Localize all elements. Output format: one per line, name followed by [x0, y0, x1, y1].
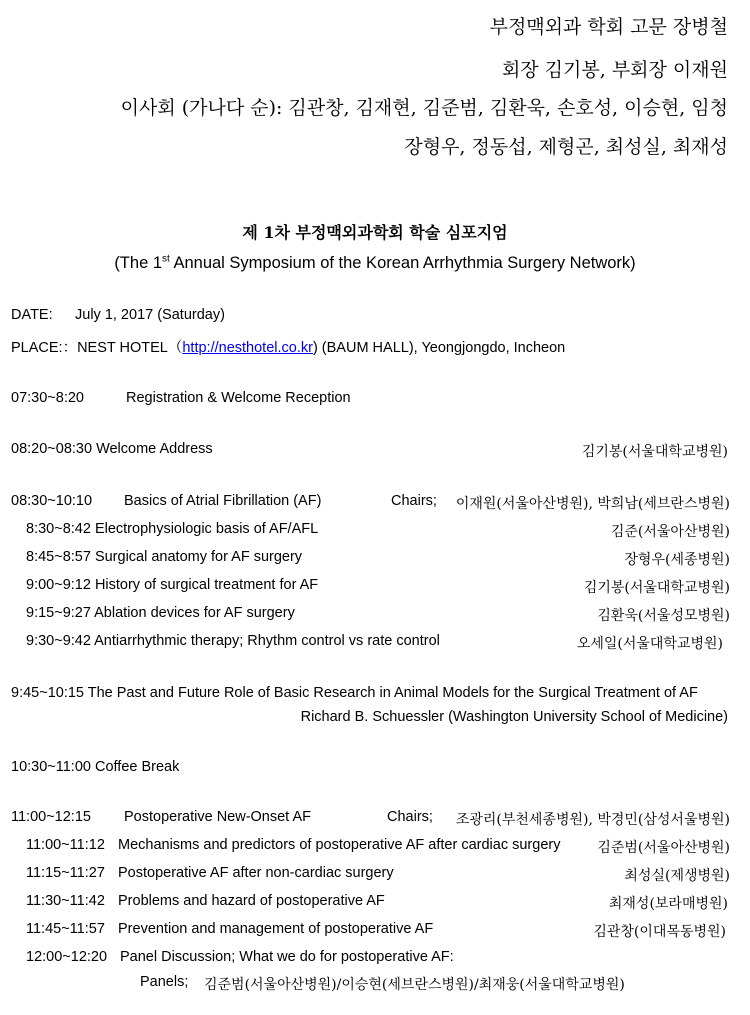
title-english-pre: (The 1: [114, 254, 162, 272]
session1-speaker-4: 김환욱(서울성모병원): [597, 608, 730, 624]
session1-chairs: 이재원(서울아산병원), 박희남(세브란스병원): [455, 496, 730, 512]
session1-chairs-label: Chairs;: [391, 493, 437, 509]
advisor-line: 부정맥외과 학회 고문 장병철: [489, 16, 728, 38]
session2-speaker-3: 최재성(보라매병원): [608, 896, 728, 912]
president-line: 회장 김기봉, 부회장 이재원: [501, 59, 728, 81]
welcome-speaker: 김기봉(서울대학교병원): [581, 444, 728, 460]
panel-time: 12:00~12:20: [26, 949, 108, 965]
session2-speaker-1: 김준범(서울아산병원): [597, 840, 730, 856]
session2-talk-3-time: 11:30~11:42: [26, 893, 105, 909]
session1-speaker-5: 오세일(서울대학교병원): [576, 636, 723, 652]
board-line-1: 이사회 (가나다 순): 김관창, 김재현, 김준범, 김환욱, 손호성, 이승현, 임청: [120, 97, 728, 119]
session2-title: Postoperative New-Onset AF: [124, 809, 311, 825]
panel-names: 김준범(서울아산병원)/이승현(세브란스병원)/최재웅(서울대학교병원): [204, 977, 625, 993]
session2-talk-1-title: Mechanisms and predictors of postoperative AF after cardiac surgery: [118, 837, 561, 853]
session2-speaker-2: 최성실(제생병원): [624, 868, 730, 884]
session2-talk-1-time: 11:00~11:12: [26, 837, 105, 853]
session1-talk-1: 8:30~8:42 Electrophysiologic basis of AF/AFL: [26, 521, 319, 537]
hotel-link[interactable]: http://nesthotel.co.kr: [182, 340, 313, 356]
title-english-post: Annual Symposium of the Korean Arrhythmia Surgery Network): [169, 254, 636, 272]
session2-talk-2-title: Postoperative AF after non-cardiac surgery: [118, 865, 394, 881]
session2-chairs: 조광리(부천세종병원), 박경민(삼성서울병원): [455, 812, 730, 828]
title-korean: 제 1차 부정맥외과학회 학술 심포지엄: [242, 223, 508, 242]
lecture-title: 9:45~10:15 The Past and Future Role of Basic Research in Animal Models for the Surgical Treatment of AF: [11, 685, 698, 701]
coffee-break: 10:30~11:00 Coffee Break: [11, 759, 180, 775]
panel-label: Panels;: [140, 974, 189, 990]
welcome-address: 08:20~08:30 Welcome Address: [11, 441, 213, 457]
place-label: PLACE:：NEST HOTEL（: [11, 340, 183, 356]
registration-time: 07:30~8:20: [11, 390, 84, 406]
session1-talk-3: 9:00~9:12 History of surgical treatment for AF: [26, 577, 319, 593]
session2-talk-4-title: Prevention and management of postoperative AF: [118, 921, 434, 937]
session1-speaker-1: 김준(서울아산병원): [610, 524, 730, 540]
title-english: [0, 254, 750, 273]
session1-speaker-2: 장형우(세종병원): [624, 552, 730, 568]
place-rest: ) (BAUM HALL), Yeongjongdo, Incheon: [312, 340, 566, 356]
session2-talk-3-title: Problems and hazard of postoperative AF: [118, 893, 385, 909]
panel-title: Panel Discussion; What we do for postoperative AF:: [120, 949, 454, 965]
board-line-2: 장형우, 정동섭, 제형곤, 최성실, 최재성: [404, 136, 728, 158]
lecture-speaker: Richard B. Schuessler (Washington University School of Medicine): [300, 709, 728, 725]
session1-talk-2: 8:45~8:57 Surgical anatomy for AF surgery: [26, 549, 303, 565]
session2-chairs-label: Chairs;: [387, 809, 433, 825]
session2-talk-4-time: 11:45~11:57: [26, 921, 105, 937]
session1-talk-5: 9:30~9:42 Antiarrhythmic therapy; Rhythm control vs rate control: [26, 633, 440, 649]
session2-speaker-4: 김관창(이대목동병원): [593, 924, 726, 940]
date-value: July 1, 2017 (Saturday): [75, 307, 225, 323]
session1-talk-4: 9:15~9:27 Ablation devices for AF surgery: [26, 605, 295, 621]
title-english-sup: st: [162, 253, 170, 265]
registration-title: Registration & Welcome Reception: [126, 390, 351, 406]
session1-title: Basics of Atrial Fibrillation (AF): [124, 493, 322, 509]
session1-time: 08:30~10:10: [11, 493, 93, 509]
session2-talk-2-time: 11:15~11:27: [26, 865, 105, 881]
date-label: DATE:: [11, 307, 53, 323]
session1-speaker-3: 김기봉(서울대학교병원): [583, 580, 730, 596]
session2-time: 11:00~12:15: [11, 809, 91, 825]
place-line: [11, 336, 565, 357]
